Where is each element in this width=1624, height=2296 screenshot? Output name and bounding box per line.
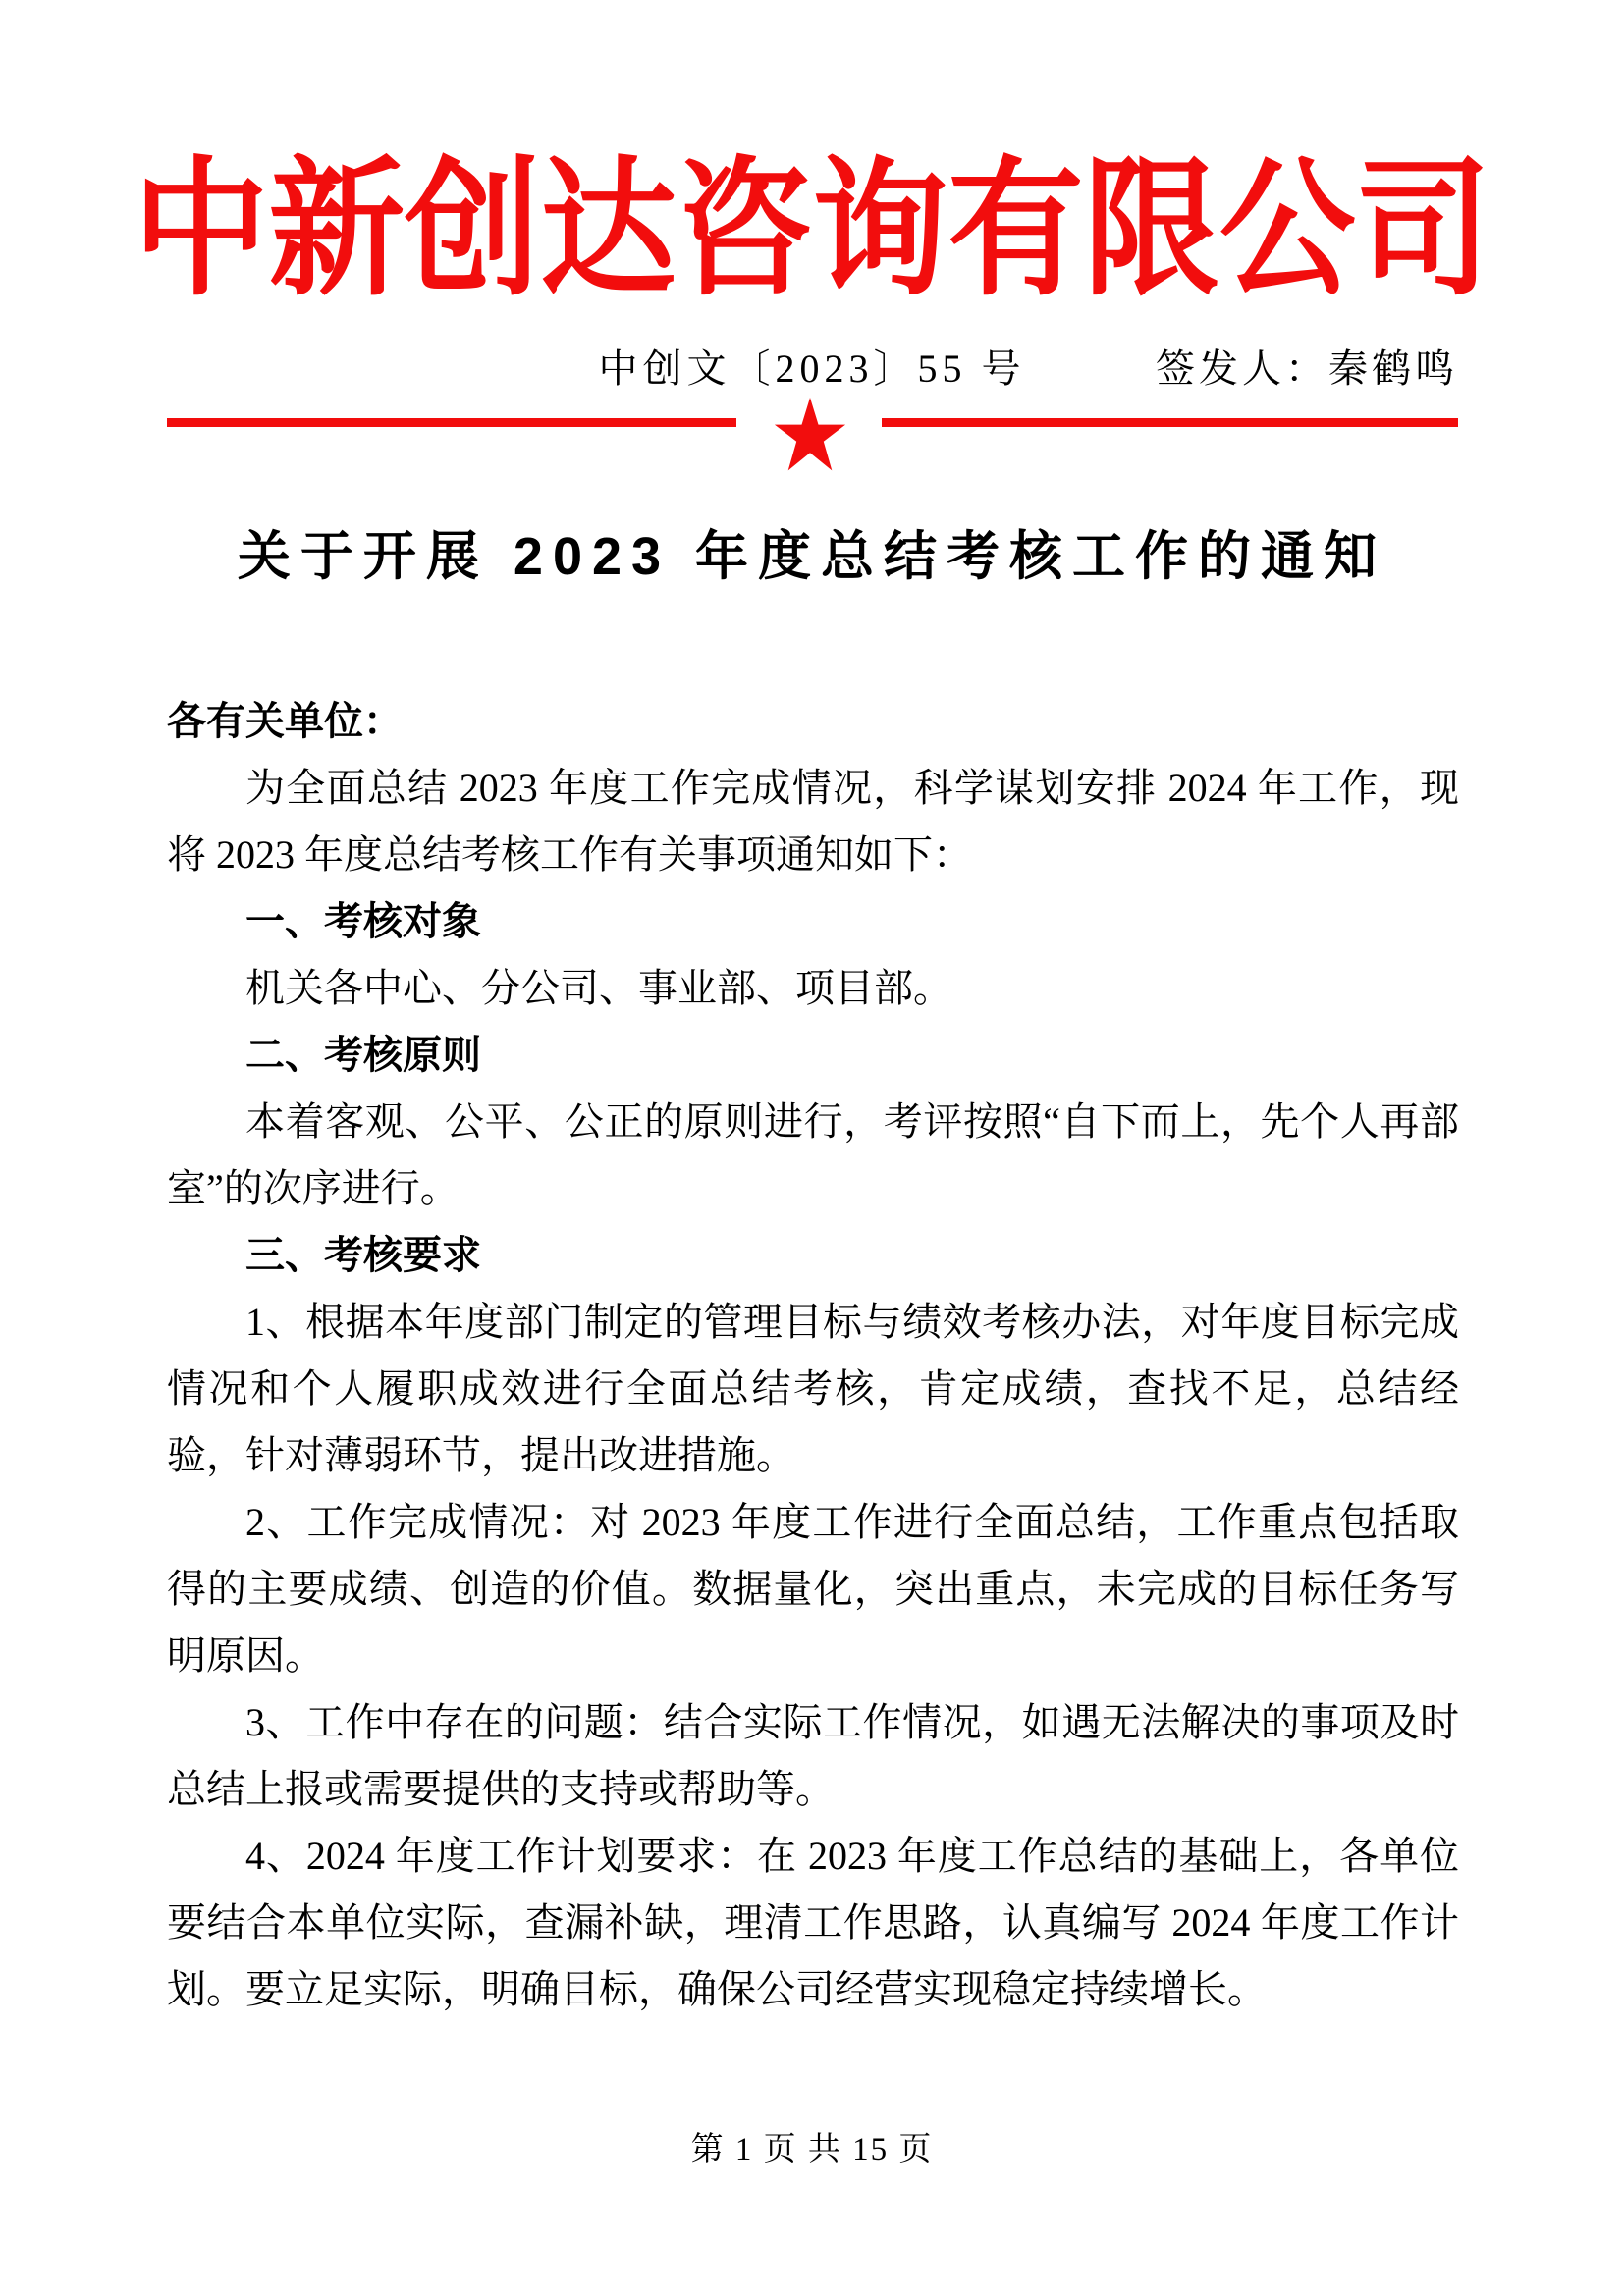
heading-assessment-principles: 二、考核原则 xyxy=(245,1034,481,1077)
paragraph-requirement-1: 1、根据本年度部门制定的管理目标与绩效考核办法，对年度目标完成情况和个人履职成效进行全面总结考核，肯定成绩，查找不足，总结经验，针对薄弱环节，提出改进措施。 xyxy=(167,1300,1459,1477)
red-rule-right xyxy=(882,418,1458,427)
doc-meta-row xyxy=(0,344,1624,395)
paragraph-requirement-3: 3、工作中存在的问题：结合实际工作情况，如遇无法解决的事项及时总结上报或需要提供的支持或帮助等。 xyxy=(167,1700,1459,1811)
company-name: 中新创达咨询有限公司 xyxy=(133,148,1491,313)
paragraph-assessment-targets: 机关各中心、分公司、事业部、项目部。 xyxy=(245,966,952,1010)
paragraph-requirement-2: 2、工作完成情况：对 2023 年度工作进行全面总结，工作重点包括取得的主要成绩、创造的价值。数据量化，突出重点，未完成的目标任务写明原因。 xyxy=(167,1500,1459,1678)
red-rule-left xyxy=(167,418,736,427)
paragraph-requirement-4: 4、2024 年度工作计划要求：在 2023 年度工作总结的基础上，各单位要结合本单位实际，查漏补缺，理清工作思路，认真编写 2024 年度工作计划。要立足实际，明确目标，确保公司经营实现稳定持续增长。 xyxy=(167,1834,1459,2011)
heading-assessment-targets: 一、考核对象 xyxy=(245,900,481,943)
doc-number: 中创文〔2023〕55 号 xyxy=(598,347,1026,391)
document-title: 关于开展 2023 年度总结考核工作的通知 xyxy=(237,527,1387,586)
salutation: 各有关单位： xyxy=(167,700,403,743)
signer: 签发人：秦鹤鸣 xyxy=(1156,347,1458,391)
document-body xyxy=(167,688,1459,2023)
page-footer: 第 1 页 共 15 页 xyxy=(690,2132,934,2167)
star-icon xyxy=(773,396,847,478)
heading-assessment-requirements: 三、考核要求 xyxy=(245,1234,481,1277)
paragraph-intro: 为全面总结 2023 年度工作完成情况，科学谋划安排 2024 年工作，现将 2023 年度总结考核工作有关事项通知如下： xyxy=(167,766,1459,877)
paragraph-assessment-principles: 本着客观、公平、公正的原则进行，考评按照“自下而上，先个人再部室”的次序进行。 xyxy=(167,1099,1459,1210)
